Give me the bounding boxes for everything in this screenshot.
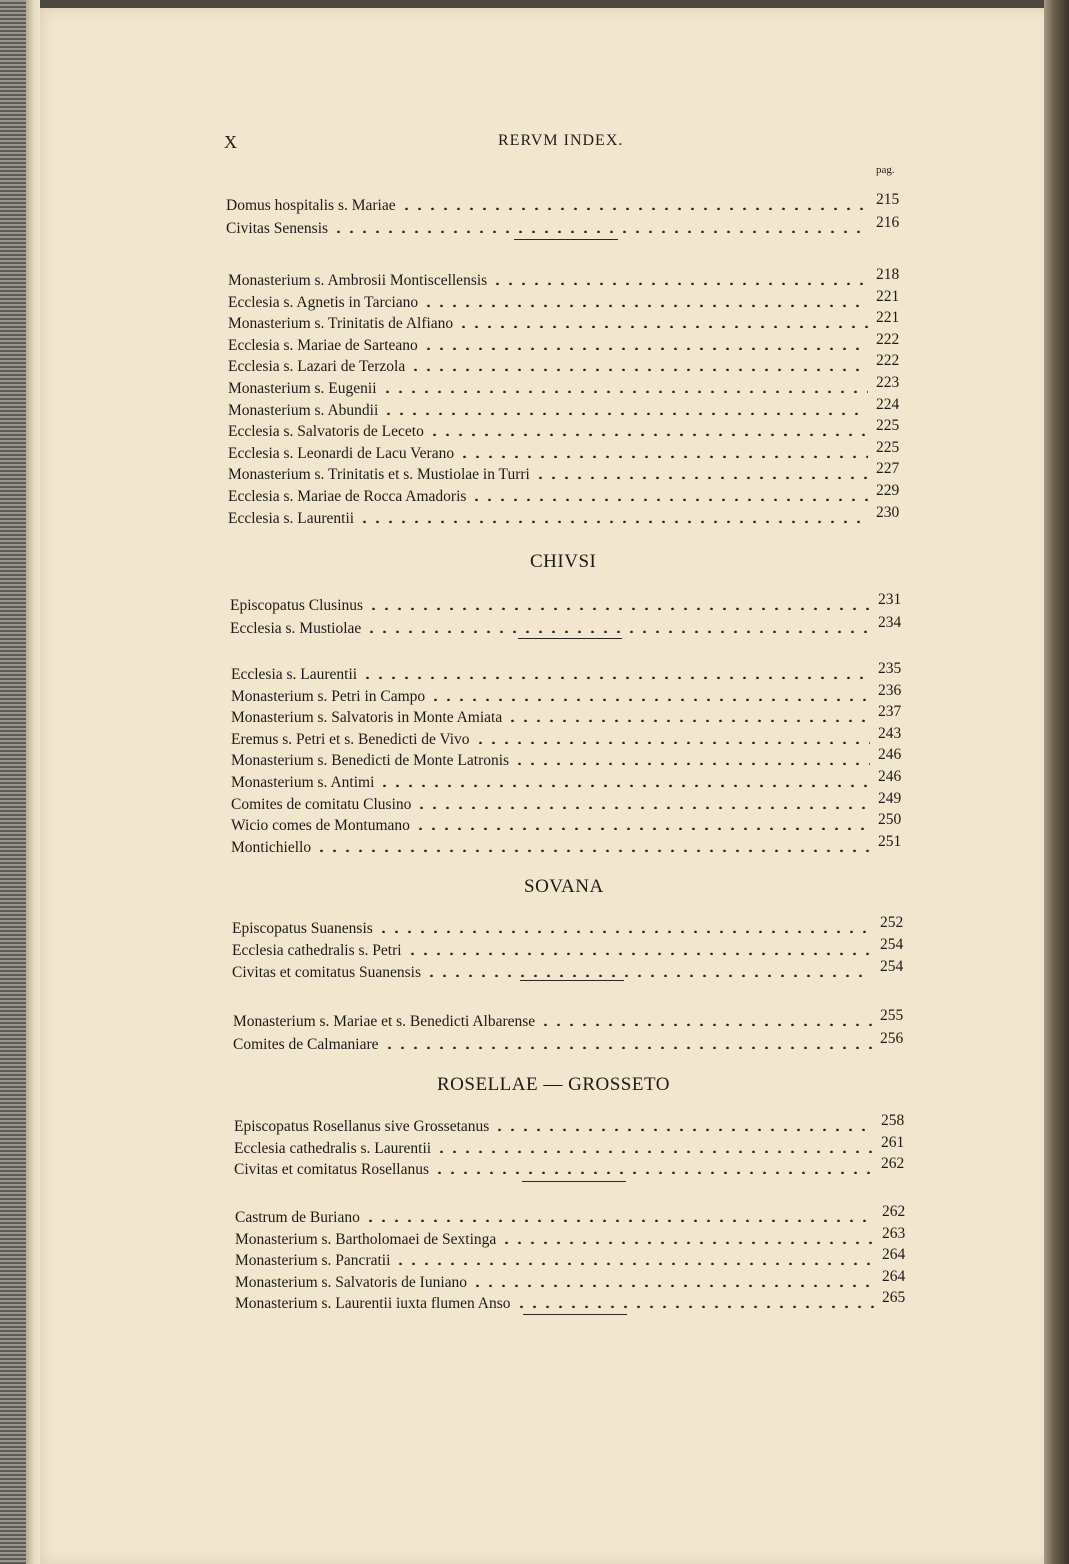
entry-page-number: 218 <box>876 266 900 283</box>
section-heading: CHIVSI <box>530 551 597 572</box>
index-entry <box>231 746 908 773</box>
entry-title: Episcopatus Rosellanus sive Grossetanus <box>234 1118 490 1135</box>
index-entry <box>228 438 906 466</box>
dot-leader <box>409 357 868 371</box>
entry-title: Ecclesia s. Salvatoris de Leceto <box>228 423 424 441</box>
entry-page-number: 229 <box>876 482 900 499</box>
dot-leader <box>365 619 870 633</box>
running-title: RERVM INDEX. <box>498 132 624 149</box>
entry-title: Wicio comes de Montumano <box>231 817 410 835</box>
entry-title: Monasterium s. Trinitatis et s. Mustiolae in Turri <box>228 466 530 484</box>
entry-page-number: 255 <box>880 1007 904 1024</box>
entry-title: Monasterium s. Trinitatis de Alfiano <box>228 315 454 333</box>
entry-page-number: 234 <box>878 613 902 631</box>
entry-page-number: 265 <box>882 1289 906 1307</box>
entry-page-number: 261 <box>881 1133 905 1151</box>
entry-title: Monasterium s. Bartholomaei de Sextinga <box>235 1230 497 1248</box>
dot-leader <box>382 401 868 415</box>
pag-label: pag. <box>876 164 895 176</box>
index-entry <box>233 1029 910 1057</box>
dot-leader <box>358 509 868 523</box>
entry-page-number: 251 <box>878 832 902 850</box>
index-entry <box>232 936 910 963</box>
entry-page-number: 237 <box>878 703 902 721</box>
entry-page-number: 256 <box>880 1029 904 1047</box>
index-entry <box>231 768 908 795</box>
entry-title: Comites de comitatu Clusino <box>231 795 412 813</box>
entry-title: Civitas et comitatus Rosellanus <box>234 1161 430 1178</box>
entry-title: Comites de Calmaniare <box>233 1035 379 1053</box>
dot-leader <box>534 465 868 479</box>
dot-leader <box>493 1117 873 1131</box>
entry-title: Ecclesia s. Lazari de Terzola <box>228 358 406 376</box>
entry-title: Monasterium s. Pancratii <box>235 1252 391 1270</box>
dot-leader <box>515 1294 874 1308</box>
entry-title: Monasterium s. Mariae et s. Benedicti Albarense <box>233 1013 536 1030</box>
entry-title: Castrum de Buriano <box>235 1209 360 1226</box>
section-heading: SOVANA <box>524 876 604 897</box>
entry-page-number: 224 <box>876 395 900 413</box>
section-rule <box>522 1181 626 1182</box>
entry-title: Civitas Senensis <box>226 219 329 237</box>
index-entry <box>228 287 906 315</box>
entry-title: Monasterium s. Ambrosii Montiscellensis <box>228 272 488 289</box>
dot-leader <box>332 219 868 233</box>
entry-page-number: 222 <box>876 352 900 370</box>
dot-leader <box>315 838 870 852</box>
entry-page-number: 254 <box>880 936 904 953</box>
dot-leader <box>435 1139 873 1153</box>
index-entry <box>226 213 906 241</box>
index-entry <box>231 660 908 687</box>
index-entry <box>234 1155 911 1182</box>
entry-title: Monasterium s. Antimi <box>231 774 375 791</box>
entry-page-number: 249 <box>878 789 902 807</box>
dot-leader <box>378 773 870 787</box>
index-entry <box>228 503 906 531</box>
dot-leader <box>367 596 870 610</box>
index-entry <box>233 1007 910 1034</box>
dot-leader <box>422 336 868 350</box>
entry-page-number: 215 <box>876 191 900 208</box>
entry-title: Domus hospitalis s. Mariae <box>226 197 396 214</box>
book-binding <box>0 0 26 1564</box>
entry-page-number: 221 <box>876 309 900 327</box>
entry-title: Montichiello <box>231 838 312 856</box>
entry-page-number: 262 <box>881 1155 905 1172</box>
index-entry <box>226 191 906 218</box>
index-entry <box>228 309 906 336</box>
entry-title: Monasterium s. Eugenii <box>228 380 377 397</box>
index-entry <box>228 352 906 379</box>
entry-page-number: 243 <box>878 724 902 742</box>
index-entry <box>231 724 908 752</box>
entry-title: Ecclesia s. Laurentii <box>231 666 358 683</box>
dot-leader <box>500 1230 874 1244</box>
entry-page-number: 262 <box>882 1203 906 1220</box>
section-rule <box>514 239 618 240</box>
entry-page-number: 263 <box>882 1224 906 1242</box>
running-head <box>0 132 1069 156</box>
dot-leader <box>428 422 868 436</box>
index-entry <box>228 395 906 423</box>
dot-leader <box>539 1012 872 1026</box>
scan-right-edge <box>1044 0 1069 1564</box>
index-entry <box>235 1267 912 1295</box>
entry-title: Eremus s. Petri et s. Benedicti de Vivo <box>231 730 470 748</box>
entry-page-number: 250 <box>878 811 902 829</box>
index-entry <box>228 482 906 509</box>
index-entry <box>228 330 906 358</box>
folio-number: X <box>224 132 237 152</box>
entry-title: Monasterium s. Benedicti de Monte Latronis <box>231 752 510 770</box>
dot-leader <box>364 1208 874 1222</box>
dot-leader <box>425 963 872 977</box>
entry-title: Ecclesia s. Agnetis in Tarciano <box>228 293 419 311</box>
index-entry <box>230 591 908 618</box>
dot-leader <box>414 816 870 830</box>
entry-title: Ecclesia cathedralis s. Laurentii <box>234 1139 432 1157</box>
entry-page-number: 231 <box>878 591 902 608</box>
index-entry <box>228 266 906 293</box>
page-gutter <box>26 0 40 1564</box>
dot-leader <box>377 919 872 933</box>
entry-page-number: 264 <box>882 1267 906 1285</box>
entry-title: Monasterium s. Salvatoris de Iuniano <box>235 1273 468 1291</box>
dot-leader <box>394 1251 874 1265</box>
entry-page-number: 235 <box>878 660 902 677</box>
index-entry <box>235 1224 912 1252</box>
entry-page-number: 225 <box>876 417 900 435</box>
entry-title: Monasterium s. Laurentii iuxta flumen Anso <box>235 1295 511 1313</box>
index-entry <box>228 460 906 487</box>
entry-page-number: 252 <box>880 914 904 931</box>
index-entry <box>228 374 906 401</box>
dot-leader <box>406 941 872 955</box>
entry-page-number: 264 <box>882 1246 906 1264</box>
index-entry <box>228 417 906 444</box>
entry-title: Ecclesia cathedralis s. Petri <box>232 942 402 959</box>
dot-leader <box>470 487 868 501</box>
entry-page-number: 222 <box>876 330 900 348</box>
entry-title: Monasterium s. Petri in Campo <box>231 687 426 705</box>
dot-leader <box>457 314 868 328</box>
section-rule <box>518 638 622 639</box>
index-entry <box>231 832 908 860</box>
entry-title: Ecclesia s. Laurentii <box>228 509 355 527</box>
entry-title: Civitas et comitatus Suanensis <box>232 964 421 981</box>
entry-title: Monasterium s. Salvatoris in Monte Amiata <box>231 709 503 727</box>
entry-title: Ecclesia s. Leonardi de Lacu Verano <box>228 444 455 462</box>
dot-leader <box>400 196 868 210</box>
index-entry <box>234 1133 911 1161</box>
entry-page-number: 227 <box>876 460 900 478</box>
entry-title: Ecclesia s. Mariae de Rocca Amadoris <box>228 488 467 505</box>
dot-leader <box>513 751 870 765</box>
dot-leader <box>506 708 870 722</box>
index-entry <box>231 703 908 730</box>
index-entry <box>235 1203 912 1230</box>
dot-leader <box>422 293 868 307</box>
index-entry <box>232 914 910 941</box>
dot-leader <box>381 379 868 393</box>
entry-title: Ecclesia s. Mariae de Sarteano <box>228 336 418 354</box>
entry-title: Episcopatus Suanensis <box>232 920 373 937</box>
entry-title: Monasterium s. Abundii <box>228 401 379 419</box>
entry-page-number: 223 <box>876 374 900 391</box>
entry-page-number: 230 <box>876 503 900 521</box>
dot-leader <box>415 795 870 809</box>
section-heading: ROSELLAE — GROSSETO <box>437 1074 670 1095</box>
dot-leader <box>433 1160 873 1174</box>
entry-title: Episcopatus Clusinus <box>230 597 364 614</box>
dot-leader <box>361 665 870 679</box>
index-entry <box>231 811 908 838</box>
dot-leader <box>474 730 870 744</box>
index-entry <box>232 958 910 985</box>
dot-leader <box>491 271 868 285</box>
entry-page-number: 216 <box>876 213 900 231</box>
dot-leader <box>471 1273 874 1287</box>
index-entry <box>231 681 908 709</box>
entry-page-number: 254 <box>880 958 904 975</box>
entry-page-number: 221 <box>876 287 900 305</box>
index-entry <box>235 1246 912 1273</box>
entry-page-number: 246 <box>878 746 902 764</box>
section-rule <box>523 1314 627 1315</box>
dot-leader <box>383 1035 873 1049</box>
entry-page-number: 225 <box>876 438 900 456</box>
section-rule <box>520 980 624 981</box>
entry-page-number: 258 <box>881 1112 905 1129</box>
entry-page-number: 236 <box>878 681 902 699</box>
index-entry <box>234 1112 911 1139</box>
index-entry <box>231 789 908 817</box>
entry-title: Ecclesia s. Mustiolae <box>230 619 362 637</box>
entry-page-number: 246 <box>878 768 902 785</box>
dot-leader <box>458 444 868 458</box>
dot-leader <box>429 687 870 701</box>
